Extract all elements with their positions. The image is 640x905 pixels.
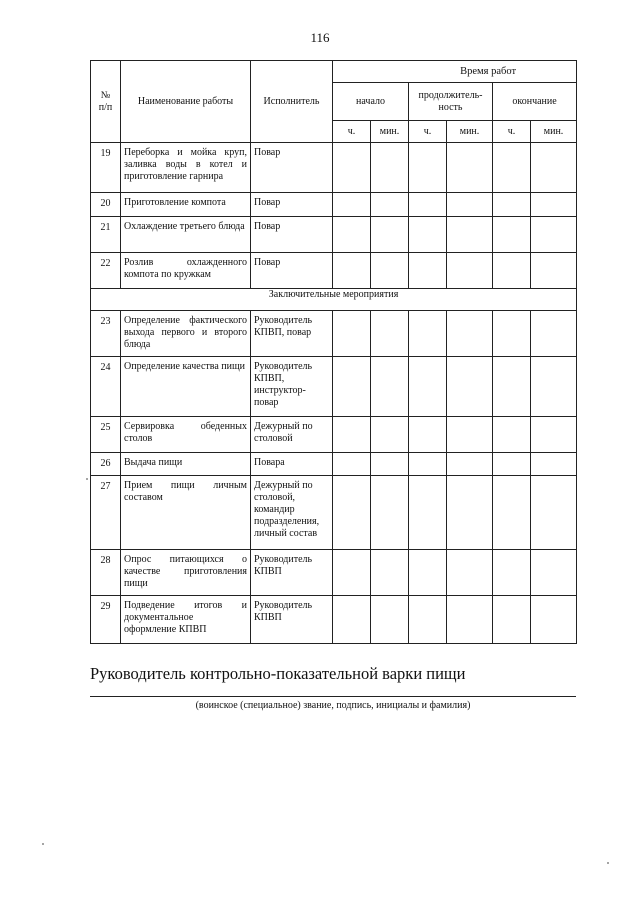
duration-minute-cell xyxy=(447,253,493,289)
header-num: № п/п xyxy=(91,61,121,143)
end-minute-cell xyxy=(531,476,577,550)
end-minute-cell xyxy=(531,357,577,417)
duration-minute-cell xyxy=(447,143,493,193)
work-schedule-table xyxy=(90,60,577,644)
header-start-hour: ч. xyxy=(333,121,371,143)
end-hour-cell xyxy=(493,550,531,596)
end-minute-cell xyxy=(531,596,577,644)
work-name: Подведение итогов и документальное оформление КПВП xyxy=(121,596,251,644)
table-row xyxy=(91,311,577,357)
signature-title: Руководитель контрольно-показательной варки пищи xyxy=(90,664,466,683)
table-row xyxy=(91,143,577,193)
work-executor: Дежурный по столовой, командир подразделения, личный состав xyxy=(251,476,333,550)
row-number: 29 xyxy=(91,596,121,644)
page-number: 116 xyxy=(310,30,330,45)
start-minute-cell xyxy=(371,453,409,476)
duration-minute-cell xyxy=(447,453,493,476)
end-hour-cell xyxy=(493,143,531,193)
start-minute-cell xyxy=(371,417,409,453)
work-executor: Повар xyxy=(251,217,333,253)
end-hour-cell xyxy=(493,357,531,417)
work-executor: Повар xyxy=(251,253,333,289)
work-executor: Дежурный по столовой xyxy=(251,417,333,453)
duration-minute-cell xyxy=(447,357,493,417)
duration-hour-cell xyxy=(409,550,447,596)
duration-hour-cell xyxy=(409,453,447,476)
start-minute-cell xyxy=(371,476,409,550)
end-minute-cell xyxy=(531,311,577,357)
work-executor: Руководитель КПВП xyxy=(251,550,333,596)
header-end: окончание xyxy=(493,83,577,121)
work-name: Переборка и мойка круп, заливка воды в котел и приготовление гарнира xyxy=(121,143,251,193)
row-number: 28 xyxy=(91,550,121,596)
duration-hour-cell xyxy=(409,417,447,453)
start-hour-cell xyxy=(333,417,371,453)
header-start: начало xyxy=(333,83,409,121)
duration-minute-cell xyxy=(447,311,493,357)
scan-speck xyxy=(607,862,609,864)
start-hour-cell xyxy=(333,217,371,253)
start-hour-cell xyxy=(333,596,371,644)
duration-minute-cell xyxy=(447,550,493,596)
duration-minute-cell xyxy=(447,596,493,644)
row-number: 24 xyxy=(91,357,121,417)
start-hour-cell xyxy=(333,311,371,357)
start-hour-cell xyxy=(333,253,371,289)
section-title: Заключительные мероприятия xyxy=(91,289,577,311)
start-minute-cell xyxy=(371,311,409,357)
work-name: Сервировка обеденных столов xyxy=(121,417,251,453)
header-time-group: Время работ xyxy=(333,61,577,83)
table-header xyxy=(91,61,577,143)
header-end-hour: ч. xyxy=(493,121,531,143)
work-executor: Руководитель КПВП, повар xyxy=(251,311,333,357)
table-row xyxy=(91,417,577,453)
work-name: Приготовление компота xyxy=(121,193,251,217)
end-hour-cell xyxy=(493,311,531,357)
end-hour-cell xyxy=(493,253,531,289)
duration-hour-cell xyxy=(409,143,447,193)
end-minute-cell xyxy=(531,417,577,453)
duration-minute-cell xyxy=(447,476,493,550)
end-minute-cell xyxy=(531,550,577,596)
work-name: Прием пищи личным составом xyxy=(121,476,251,550)
duration-hour-cell xyxy=(409,596,447,644)
start-hour-cell xyxy=(333,476,371,550)
start-minute-cell xyxy=(371,217,409,253)
end-minute-cell xyxy=(531,193,577,217)
work-name: Определение качества пищи xyxy=(121,357,251,417)
header-duration: продолжитель- ность xyxy=(409,83,493,121)
end-minute-cell xyxy=(531,143,577,193)
duration-minute-cell xyxy=(447,417,493,453)
table-row xyxy=(91,217,577,253)
table-row xyxy=(91,357,577,417)
header-duration-hour: ч. xyxy=(409,121,447,143)
end-hour-cell xyxy=(493,596,531,644)
section-row xyxy=(91,289,577,311)
end-hour-cell xyxy=(493,417,531,453)
end-minute-cell xyxy=(531,453,577,476)
header-duration-minute: мин. xyxy=(447,121,493,143)
work-executor: Повара xyxy=(251,453,333,476)
start-minute-cell xyxy=(371,596,409,644)
table-row xyxy=(91,550,577,596)
signature-caption: (воинское (специальное) звание, подпись, инициалы и фамилия) xyxy=(195,700,471,711)
start-minute-cell xyxy=(371,143,409,193)
table-row xyxy=(91,596,577,644)
row-number: 22 xyxy=(91,253,121,289)
duration-hour-cell xyxy=(409,193,447,217)
duration-hour-cell xyxy=(409,217,447,253)
duration-hour-cell xyxy=(409,476,447,550)
end-hour-cell xyxy=(493,453,531,476)
table-row xyxy=(91,193,577,217)
work-name: Выдача пищи xyxy=(121,453,251,476)
row-number: 25 xyxy=(91,417,121,453)
table-row xyxy=(91,476,577,550)
row-number: 26 xyxy=(91,453,121,476)
end-hour-cell xyxy=(493,217,531,253)
duration-minute-cell xyxy=(447,193,493,217)
end-minute-cell xyxy=(531,253,577,289)
start-hour-cell xyxy=(333,143,371,193)
row-number: 23 xyxy=(91,311,121,357)
work-executor: Повар xyxy=(251,193,333,217)
start-minute-cell xyxy=(371,253,409,289)
table-body xyxy=(91,143,577,644)
work-executor: Руководитель КПВП xyxy=(251,596,333,644)
scan-speck xyxy=(86,478,88,480)
duration-minute-cell xyxy=(447,217,493,253)
end-hour-cell xyxy=(493,476,531,550)
header-end-minute: мин. xyxy=(531,121,577,143)
row-number: 20 xyxy=(91,193,121,217)
end-minute-cell xyxy=(531,217,577,253)
start-minute-cell xyxy=(371,193,409,217)
work-name: Опрос питающихся о качестве приготовления пищи xyxy=(121,550,251,596)
duration-hour-cell xyxy=(409,253,447,289)
work-name: Розлив охлажденного компота по кружкам xyxy=(121,253,251,289)
work-name: Определение фактического выхода первого и второго блюда xyxy=(121,311,251,357)
row-number: 27 xyxy=(91,476,121,550)
start-hour-cell xyxy=(333,453,371,476)
table-row xyxy=(91,253,577,289)
header-start-minute: мин. xyxy=(371,121,409,143)
start-hour-cell xyxy=(333,550,371,596)
header-executor: Исполнитель xyxy=(251,61,333,143)
start-hour-cell xyxy=(333,193,371,217)
work-executor: Повар xyxy=(251,143,333,193)
start-hour-cell xyxy=(333,357,371,417)
table-row xyxy=(91,453,577,476)
duration-hour-cell xyxy=(409,311,447,357)
duration-hour-cell xyxy=(409,357,447,417)
work-executor: Руководитель КПВП, инструктор-повар xyxy=(251,357,333,417)
work-name: Охлаждение третьего блюда xyxy=(121,217,251,253)
header-name: Наименование работы xyxy=(121,61,251,143)
row-number: 21 xyxy=(91,217,121,253)
row-number: 19 xyxy=(91,143,121,193)
scan-speck xyxy=(42,843,44,845)
signature-line xyxy=(90,696,576,697)
start-minute-cell xyxy=(371,357,409,417)
start-minute-cell xyxy=(371,550,409,596)
end-hour-cell xyxy=(493,193,531,217)
